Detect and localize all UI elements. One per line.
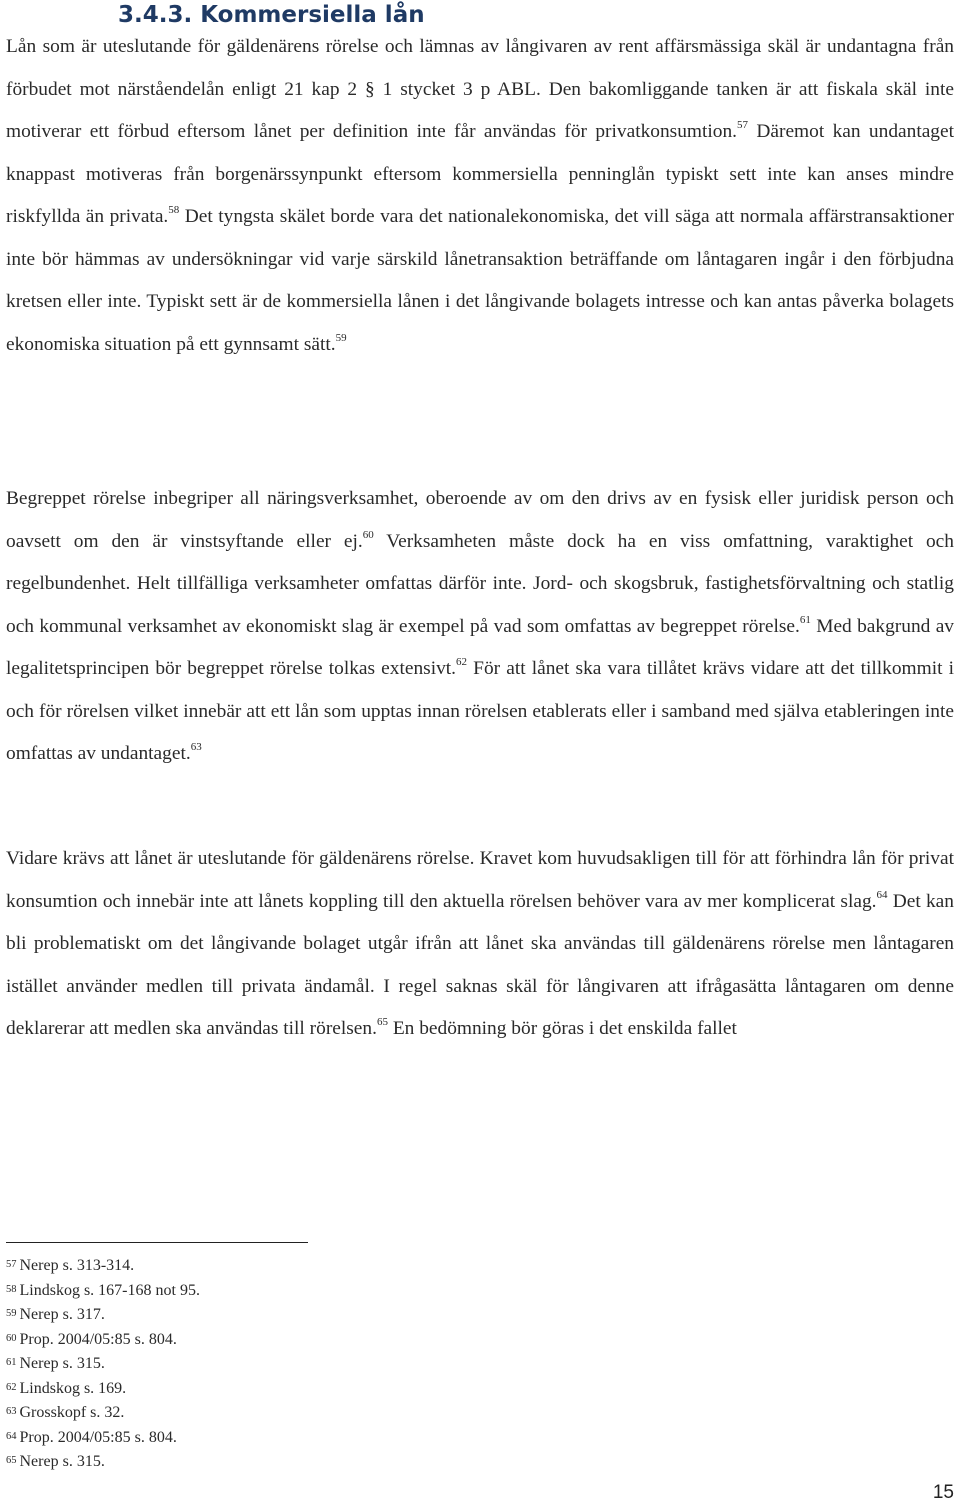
footnote-number: 63 [6, 1406, 17, 1417]
body-paragraph-3 [6, 838, 954, 1051]
footnote-number: 61 [6, 1357, 17, 1368]
footnote-text: Lindskog s. 167-168 not 95. [19, 1281, 200, 1299]
paragraph-text: Däremot kan undantaget knappast motiveras från borgenärssynpunkt eftersom kommersiella penninglån typiskt sett inte kan anses mindre riskfyllda än privata. [6, 121, 954, 227]
paragraph-text: Verksamheten måste dock ha en viss omfattning, varaktighet och regelbundenhet. Helt tillfälliga verksamheter omfattas därför inte. Jord- och skogsbruk, fastighetsförvaltning och statlig och kommunal verksamhet av ekonomiskt slag är exempel på vad som omfattas av begreppet rörelse. [6, 530, 954, 637]
footnote-item [6, 1425, 200, 1450]
paragraph-text: Vidare krävs att lånet är uteslutande för gäldenärens rörelse. Kravet kom huvudsakligen till för att förhindra lån för privat konsumtion och innebär inte att lånets koppling till den aktuella rörelsen behöver vara av mer komplicerat slag. [6, 848, 954, 912]
footnote-number: 65 [6, 1455, 17, 1466]
paragraph-text: Det tyngsta skälet borde vara det nationalekonomiska, det vill säga att normala affärstransaktioner inte bör hämmas av undersökningar vid varje särskild lånetransaktion beträffande om låntagaren ingår i den förbjudna kretsen eller inte. Typiskt sett är de kommersiella lånen i det långivande bolagets intresse och kan antas påverka bolagets ekonomiska situation på ett gynnsamt sätt. [6, 206, 954, 355]
footnote-list [6, 1253, 200, 1474]
footnote-ref[interactable]: 63 [190, 741, 202, 753]
paragraph-text: Med bakgrund av legalitetsprincipen bör begreppet rörelse tolkas extensivt. [6, 615, 954, 679]
paragraph-text: Lån som är uteslutande för gäldenärens rörelse och lämnas av långivaren av rent affärsmässiga skäl är undantagna från förbudet mot närståendelån enligt 21 kap 2 § 1 stycket 3 p ABL. Den bakomliggande tanken är att fiskala skäl inte motiverar ett förbud eftersom lånet per definition inte får användas för privatkonsumtion. [6, 36, 954, 142]
body-paragraph-1 [6, 26, 954, 366]
section-title: Kommersiella lån [200, 2, 425, 28]
footnote-text: Nerep s. 315. [19, 1453, 105, 1470]
footnote-text: Nerep s. 315. [19, 1355, 105, 1372]
footnote-ref[interactable]: 57 [737, 119, 749, 131]
footnote-ref[interactable]: 62 [456, 656, 468, 668]
footnote-ref[interactable]: 61 [799, 613, 811, 626]
footnote-text: Prop. 2004/05:85 s. 804. [19, 1428, 177, 1446]
paragraph-text: Begreppet rörelse inbegriper all näringsverksamhet, oberoende av om den drivs av en fysisk eller juridisk person och oavsett om den är vinstsyftande eller ej. [6, 488, 954, 552]
footnote-text: Lindskog s. 169. [19, 1379, 127, 1397]
footnote-ref[interactable]: 60 [362, 528, 374, 541]
footnote-item [6, 1327, 200, 1352]
footnote-separator [6, 1242, 308, 1243]
footnote-ref[interactable]: 58 [168, 204, 180, 216]
footnote-ref[interactable]: 64 [876, 888, 888, 901]
page-number: 15 [932, 1482, 954, 1503]
footnote-number: 58 [6, 1283, 17, 1295]
footnote-item [6, 1302, 200, 1327]
footnote-ref[interactable]: 59 [335, 331, 347, 344]
footnote-item [6, 1351, 200, 1376]
footnote-number: 57 [6, 1259, 17, 1270]
footnote-number: 59 [6, 1308, 17, 1319]
footnote-number: 64 [6, 1430, 17, 1442]
footnote-item [6, 1278, 200, 1303]
footnote-text: Nerep s. 317. [19, 1306, 105, 1323]
footnote-item [6, 1400, 200, 1425]
paragraph-text: Det kan bli problematiskt om det långivande bolaget utgår ifrån att lånet ska användas till gäldenärens rörelse men låntagaren istället använder medlen till privata ändamål. I regel saknas skäl för långivaren att ifrågasätta låntagaren om denne deklarerar att medlen ska användas till rörelsen. [6, 890, 954, 1039]
section-number: 3.4.3. [118, 2, 193, 28]
footnote-text: Grosskopf s. 32. [19, 1404, 125, 1421]
footnote-number: 60 [6, 1332, 17, 1344]
footnote-item [6, 1449, 200, 1474]
footnote-item [6, 1253, 200, 1278]
footnote-number: 62 [6, 1381, 17, 1393]
footnote-text: Prop. 2004/05:85 s. 804. [19, 1330, 177, 1348]
footnote-item [6, 1376, 200, 1401]
paragraph-text: En bedömning bör göras i det enskilda fallet [387, 1018, 737, 1039]
body-paragraph-2 [6, 478, 954, 776]
paragraph-text: För att lånet ska vara tillåtet krävs vidare att det tillkommit i och för rörelsen vilket innebär att ett lån som upptas innan rörelsen etablerats eller i samband med själva etableringen inte omfattas av undantaget. [6, 658, 954, 764]
footnote-ref[interactable]: 65 [376, 1016, 388, 1028]
footnote-text: Nerep s. 313-314. [19, 1257, 135, 1274]
